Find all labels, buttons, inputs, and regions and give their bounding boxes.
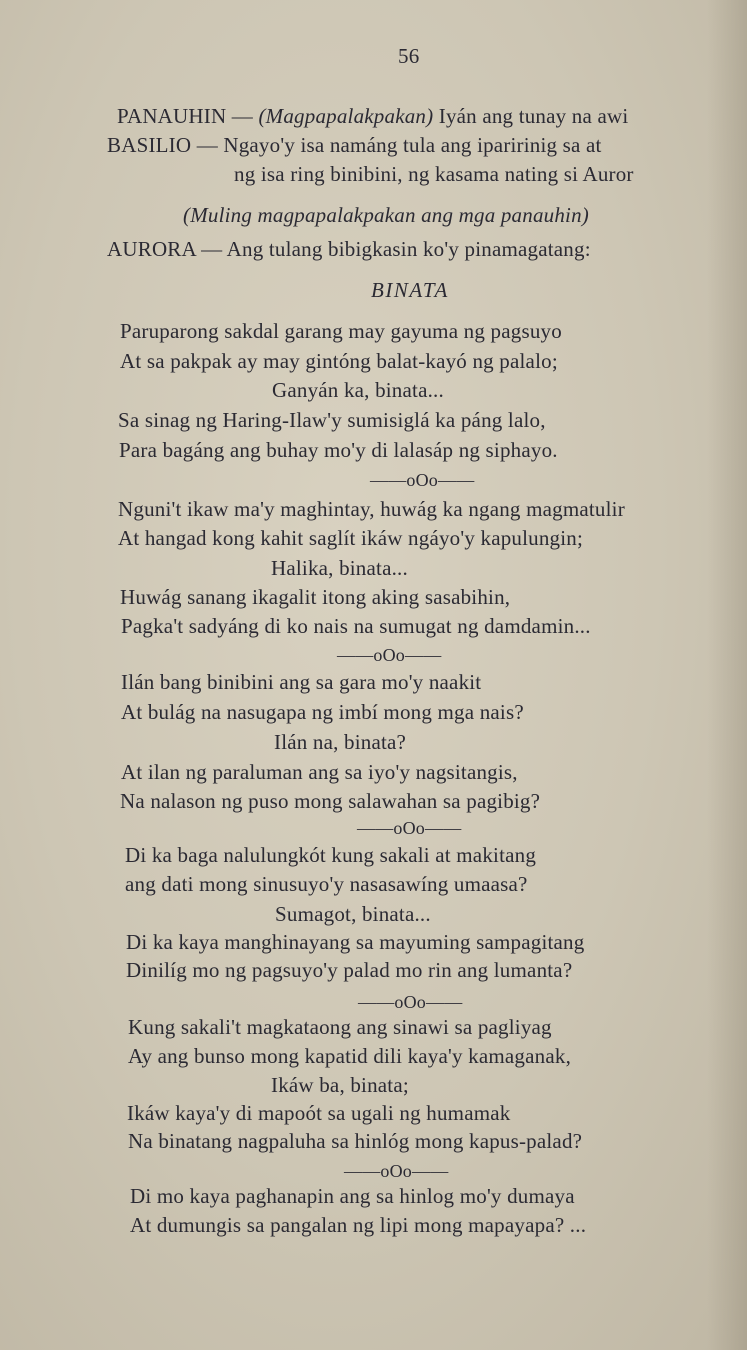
- poem-line: Paruparong sakdal garang may gayuma ng pagsuyo: [120, 319, 562, 343]
- poem-line: Sa sinag ng Haring-Ilaw'y sumisiglá ka páng lalo,: [118, 408, 546, 432]
- poem-line: Na binatang nagpaluha sa hinlóg mong kapus-palad?: [128, 1129, 583, 1153]
- poem-line: Para bagáng ang buhay mo'y di lalasáp ng siphayo.: [119, 438, 558, 462]
- stanza-separator: ——oOo——: [357, 818, 462, 838]
- poem-refrain: Halika, binata...: [271, 556, 408, 580]
- poem-line: At ilan ng paraluman ang sa iyo'y nagsitangis,: [121, 760, 518, 784]
- poem-line: Dinilíg mo ng pagsuyo'y palad mo rin ang lumanta?: [126, 958, 573, 982]
- poem-refrain: Ganyán ka, binata...: [272, 378, 444, 402]
- dialogue-line-panauhin: [117, 104, 628, 128]
- stanza-separator: ——oOo——: [358, 992, 463, 1012]
- poem-line: Na nalason ng puso mong salawahan sa pagibig?: [120, 789, 541, 813]
- poem-refrain: Ilán na, binata?: [274, 730, 407, 754]
- poem-refrain: Sumagot, binata...: [275, 902, 431, 926]
- dialogue-text: Ang tulang bibigkasin ko'y pinamagatang:: [226, 237, 591, 261]
- poem-line: Ikáw kaya'y di mapoót sa ugali ng humamak: [127, 1101, 511, 1125]
- stage-direction-line: (Muling magpapalakpakan ang mga panauhin): [183, 203, 589, 227]
- dialogue-text: Ngayo'y isa namáng tula ang iparirinig sa at: [223, 133, 602, 157]
- dialogue-line-basilio: [107, 133, 602, 157]
- poem-line: Pagka't sadyáng di ko nais na sumugat ng damdamin...: [121, 614, 591, 638]
- poem-line: At hangad kong kahit saglít ikáw ngáyo'y kapulungin;: [118, 526, 584, 550]
- poem-line: At bulág na nasugapa ng imbí mong mga nais?: [121, 700, 524, 724]
- dash: —: [201, 237, 223, 261]
- poem-line: ang dati mong sinusuyo'y nasasawíng umaasa?: [125, 872, 528, 896]
- page-number: 56: [398, 44, 420, 68]
- poem-line: Ay ang bunso mong kapatid dili kaya'y kamaganak,: [128, 1044, 572, 1068]
- stage-direction: (Magpapalakpakan): [258, 104, 434, 128]
- page-edge-shadow: [707, 0, 747, 1350]
- stanza-separator: ——oOo——: [337, 645, 442, 665]
- poem-line: At sa pakpak ay may gintóng balat-kayó ng palalo;: [120, 349, 558, 373]
- poem-line: Nguni't ikaw ma'y maghintay, huwág ka ngang magmatulir: [118, 497, 625, 521]
- poem-line: Di ka kaya manghinayang sa mayuming sampagitang: [126, 930, 585, 954]
- poem-line: Ilán bang binibini ang sa gara mo'y naakit: [121, 670, 482, 694]
- poem-refrain: Ikáw ba, binata;: [271, 1073, 409, 1097]
- poem-line: Huwág sanang ikagalit itong aking sasabihin,: [120, 585, 511, 609]
- dialogue-continuation: ng isa ring binibini, ng kasama nating si Auror: [234, 162, 634, 186]
- dialogue-text: Iyán ang tunay na awi: [438, 104, 629, 128]
- speaker-name: BASILIO: [107, 133, 192, 157]
- stanza-separator: ——oOo——: [344, 1161, 449, 1181]
- poem-line: Di mo kaya paghanapin ang sa hinlog mo'y dumaya: [130, 1184, 575, 1208]
- poem-line: Kung sakali't magkataong ang sinawi sa pagliyag: [128, 1015, 552, 1039]
- dialogue-line-aurora: [107, 237, 591, 261]
- poem-line: Di ka baga nalulungkót kung sakali at makitang: [125, 843, 537, 867]
- dash: —: [231, 104, 253, 128]
- dash: —: [196, 133, 218, 157]
- stanza-separator: ——oOo——: [370, 470, 475, 490]
- speaker-name: PANAUHIN: [117, 104, 227, 128]
- poem-title: BINATA: [371, 278, 449, 302]
- poem-line: At dumungis sa pangalan ng lipi mong mapayapa? ...: [130, 1213, 587, 1237]
- speaker-name: AURORA: [107, 237, 196, 261]
